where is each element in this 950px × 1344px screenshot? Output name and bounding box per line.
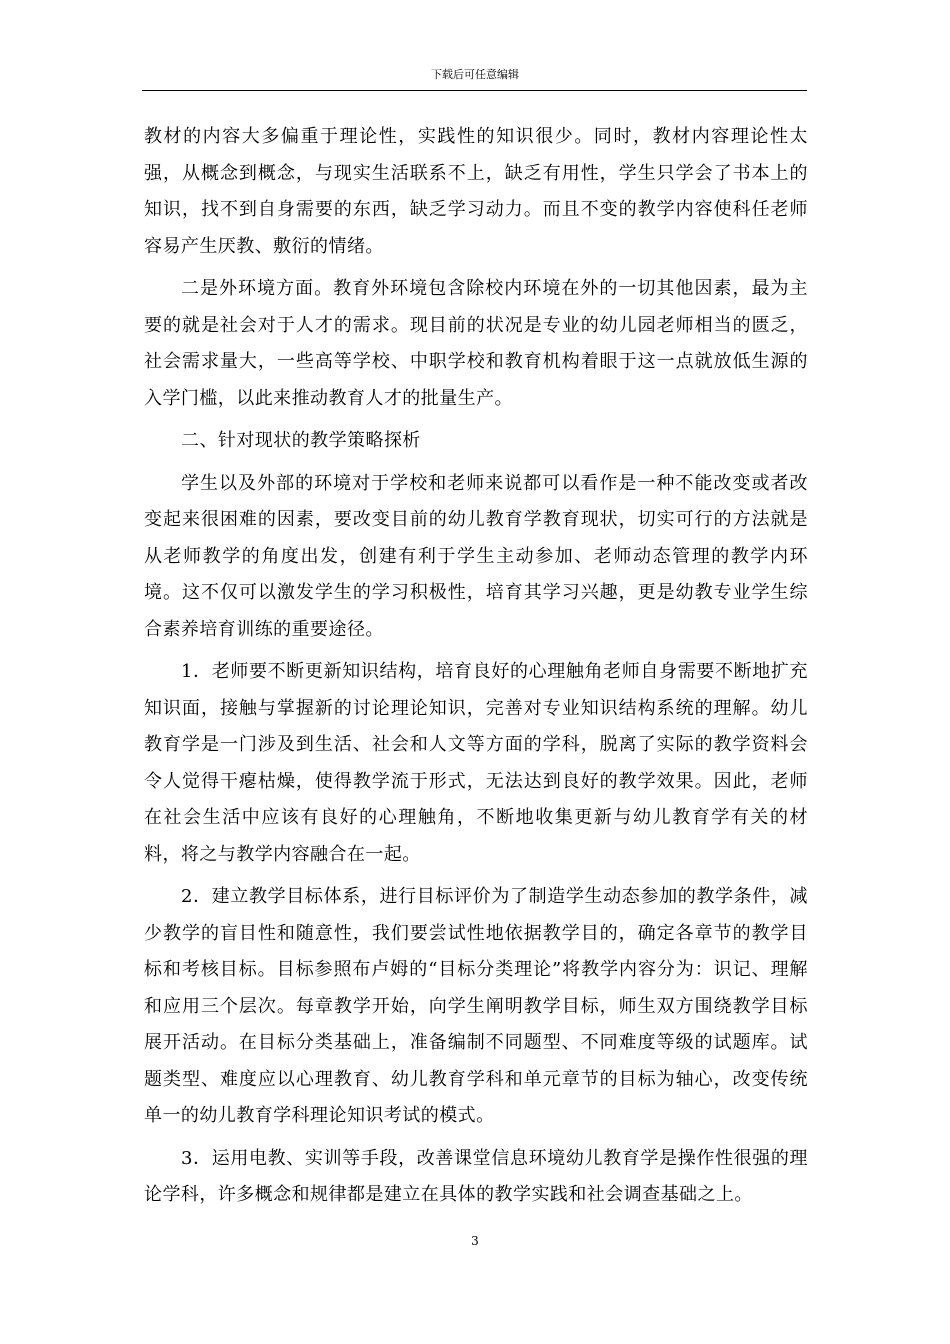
paragraph-1: 教材的内容大多偏重于理论性，实践性的知识很少。同时，教材内容理论性太强，从概念到概念，与现实生活联系不上，缺乏有用性，学生只学会了书本上的知识，找不到自身需要的东西，缺乏学习动力。而且不变的教学内容使科任老师容易产生厌教、敷衍的情绪。 — [144, 126, 808, 257]
paragraph-3: 学生以及外部的环境对于学校和老师来说都可以看作是一种不能改变或者改变起来很困难的因素，要改变目前的幼儿教育学教育现状，切实可行的方法就是从老师教学的角度出发，创建有利于学生主动参加、老师动态管理的教学内环境。这不仅可以激发学生的学习积极性，培育其学习兴趣，更是幼教专业学生综合素养培育训练的重要途径。 — [144, 472, 808, 640]
document-body — [144, 119, 808, 1220]
page-number: 3 — [471, 1234, 479, 1248]
paragraph-5: 2．建立教学目标体系，进行目标评价为了制造学生动态参加的教学条件，减少教学的盲目性和随意性，我们要尝试性地依据教学目的，确定各章节的教学目标和考核目标。目标参照布卢姆的“目标分类理论”将教学内容分为：识记、理解和应用三个层次。每章教学开始，向学生阐明教学目标，师生双方围绕教学目标展开活动。在目标分类基础上，准备编制不同题型、不同难度等级的试题库。试题类型、难度应以心理教育、幼儿教育学科和单元章节的目标为轴心，改变传统单一的幼儿教育学科理论知识考试的模式。 — [144, 886, 808, 1126]
header-divider — [142, 90, 807, 91]
paragraph-6: 3．运用电教、实训等手段，改善课堂信息环境幼儿教育学是操作性很强的理论学科，许多概念和规律都是建立在具体的教学实践和社会调查基础之上。 — [144, 1147, 808, 1205]
paragraph-4: 1．老师要不断更新知识结构，培育良好的心理触角老师自身需要不断地扩充知识面，接触与掌握新的讨论理论知识，完善对专业知识结构系统的理解。幼儿教育学是一门涉及到生活、社会和人文等方面的学科，脱离了实际的教学资料会令人觉得干瘪枯燥，使得教学流于形式，无法达到良好的教学效果。因此，老师在社会生活中应该有良好的心理触角，不断地收集更新与幼儿教育学有关的材料，将之与教学内容融合在一起。 — [144, 661, 808, 865]
section-heading: 二、针对现状的教学策略探析 — [181, 430, 421, 451]
paragraph-2: 二是外环境方面。教育外环境包含除校内环境在外的一切其他因素，最为主要的就是社会对于人才的需求。现目前的状况是专业的幼儿园老师相当的匮乏，社会需求量大，一些高等学校、中职学校和教育机构着眼于这一点就放低生源的入学门槛，以此来推动教育人才的批量生产。 — [144, 278, 808, 409]
page-header: 下载后可任意编辑 — [431, 68, 519, 81]
